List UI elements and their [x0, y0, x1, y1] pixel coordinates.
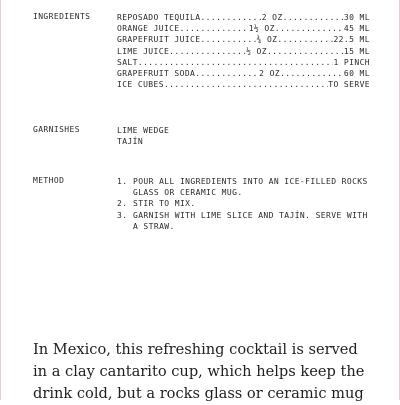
step-text: GARNISH WITH LIME SLICE AND TAJÍN. SERVE WITH A STRAW. [133, 210, 368, 231]
dot-leader [138, 57, 334, 68]
method-step [117, 176, 370, 198]
ingredient-qty: 1½ OZ [248, 24, 275, 34]
ingredient-name: ICE CUBES [117, 80, 164, 90]
intro-paragraph: In Mexico, this refreshing cocktail is served in a clay cantarito cup, which helps keep the drink cold, but a rocks glass or ceramic mug [33, 341, 365, 402]
ingredients-label: INGREDIENTS [33, 12, 91, 21]
method-label: METHOD [33, 176, 65, 185]
dot-leader [195, 68, 259, 79]
ingredient-row [117, 57, 370, 68]
dot-leader [164, 79, 328, 90]
ingredient-name: SALT [117, 57, 138, 67]
ingredient-qty: 2 OZ [259, 68, 281, 78]
dot-leader [169, 46, 246, 57]
ingredient-name: REPOSADO TEQUILA [117, 13, 201, 22]
dot-leader [200, 34, 256, 45]
ingredient-row [117, 34, 370, 45]
garnish-item: TAJÍN [117, 137, 144, 147]
dot-leader [277, 34, 333, 45]
dot-leader [280, 68, 344, 79]
method-list [117, 176, 370, 232]
dot-leader [180, 23, 249, 34]
ingredient-name: LIME JUICE [117, 46, 170, 56]
garnishes-label: GARNISHES [33, 125, 80, 134]
ingredient-metric: 15 ML [343, 46, 370, 56]
ingredient-row [117, 79, 370, 90]
dot-leader [283, 12, 344, 23]
dot-leader [267, 46, 344, 57]
ingredient-qty: 2 OZ [261, 13, 283, 22]
step-text: STIR TO MIX. [133, 199, 196, 209]
ingredient-name: GRAPEFRUIT SODA [117, 68, 196, 78]
ingredient-metric: TO SERVE [328, 80, 370, 90]
ingredient-metric: 22.5 ML [333, 35, 370, 45]
step-number: 2. [117, 199, 128, 209]
ingredient-qty: ½ OZ [246, 46, 267, 56]
ingredients-section [33, 12, 370, 102]
garnishes-list [117, 125, 370, 147]
ingredient-name: GRAPEFRUIT JUICE [117, 35, 201, 45]
step-number: 1. [117, 177, 128, 186]
method-section [33, 176, 370, 246]
dot-leader [200, 12, 261, 23]
ingredients-list [117, 12, 370, 90]
ingredient-row [117, 12, 370, 23]
dot-leader [275, 23, 344, 34]
ingredient-qty: ¾ OZ [256, 35, 278, 45]
ingredient-name: ORANGE JUICE [117, 24, 180, 34]
step-number: 3. [117, 210, 128, 220]
ingredient-row [117, 46, 370, 57]
method-step [117, 198, 370, 209]
garnishes-section [33, 125, 370, 155]
ingredient-metric: 60 ML [343, 68, 370, 78]
garnish-item: LIME WEDGE [117, 126, 170, 135]
ingredient-row [117, 23, 370, 34]
ingredient-metric: 45 ML [343, 24, 370, 34]
ingredient-row [117, 68, 370, 79]
ingredient-metric: 30 ML [343, 13, 370, 22]
method-step [117, 210, 370, 232]
step-text: POUR ALL INGREDIENTS INTO AN ICE-FILLED ROCKS GLASS OR CERAMIC MUG. [133, 177, 368, 198]
ingredient-metric: 1 PINCH [333, 57, 370, 67]
